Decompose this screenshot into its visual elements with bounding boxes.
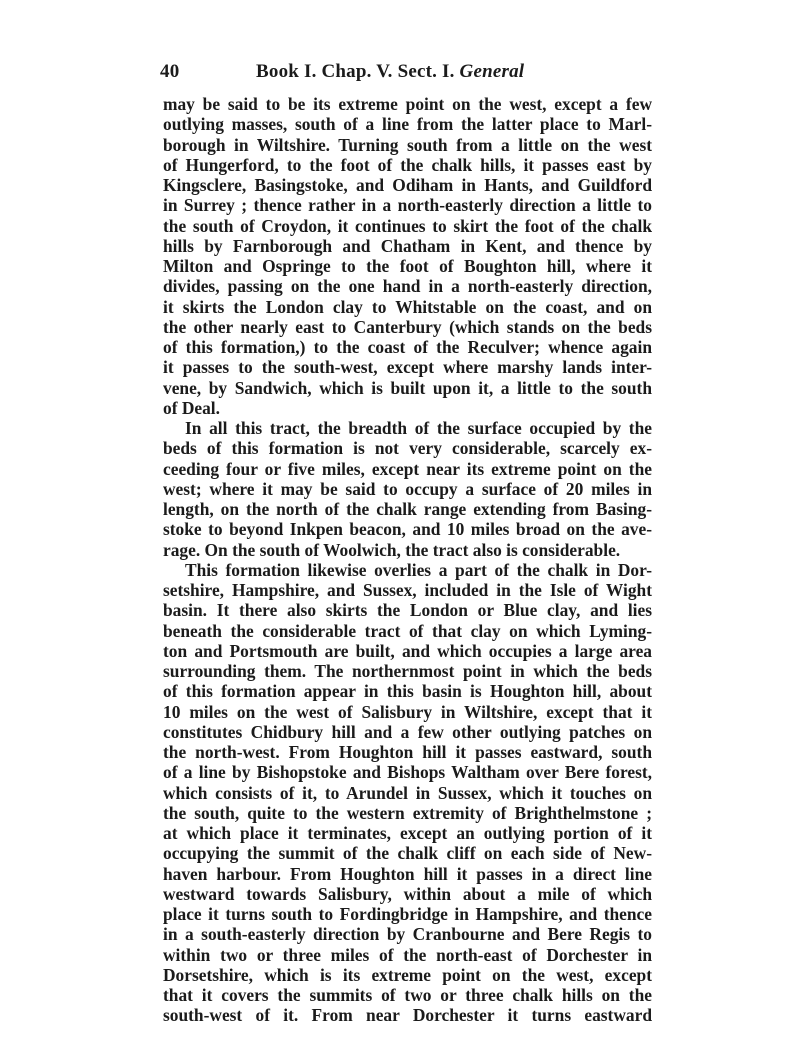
text-line: occupying the summit of the chalk cliff on each side of New- (163, 843, 652, 864)
page-number: 40 (160, 61, 180, 82)
text-line: which consists of it, to Arundel in Sussex, which it touches on (163, 782, 652, 803)
text-line: the south, quite to the western extremity of Brighthelmstone ; (163, 802, 652, 823)
text-line: west; where it may be said to occupy a surface of 20 miles in (163, 478, 652, 499)
text-line: it skirts the London clay to Whitstable on the coast, and on (163, 296, 652, 317)
text-line: constitutes Chidbury hill and a few other outlying patches on (163, 721, 652, 742)
text-line: the north-west. From Houghton hill it passes eastward, south (163, 742, 652, 762)
text-line: beds of this formation is not very considerable, scarcely ex- (163, 438, 652, 459)
text-line: In all this tract, the breadth of the surface occupied by the (185, 418, 652, 438)
text-line: borough in Wiltshire. Turning south from a little on the west (163, 134, 652, 155)
text-line: the south of Croydon, it continues to skirt the foot of the chalk (163, 215, 652, 236)
running-head (160, 58, 652, 86)
text-line: that it covers the summits of two or three chalk hills on the (163, 985, 652, 1005)
text-line: it passes to the south-west, except where marshy lands inter- (163, 357, 652, 378)
text-line: westward towards Salisbury, within about a mile of which (163, 883, 652, 904)
text-line: of Hungerford, to the foot of the chalk hills, it passes east by (163, 154, 652, 175)
text-line: outlying masses, south of a line from the latter place to Marl- (163, 114, 652, 135)
text-line: may be said to be its extreme point on the west, except a few (163, 94, 652, 114)
text-line: length, on the north of the chalk range extending from Basing- (163, 499, 652, 519)
running-title-plain: Book I. Chap. V. Sect. I. (256, 61, 455, 82)
running-title-section: General (459, 61, 525, 82)
text-line: haven harbour. From Houghton hill it passes in a direct line (163, 863, 652, 884)
text-line: stoke to beyond Inkpen beacon, and 10 miles broad on the ave- (163, 519, 652, 540)
text-line: vene, by Sandwich, which is built upon it, a little to the south (163, 377, 652, 398)
text-line: beneath the considerable tract of that clay on which Lyming- (163, 620, 652, 641)
text-line: ceeding four or five miles, except near its extreme point on the (163, 458, 652, 479)
text-line: south-west of it. From near Dorchester it turns eastward (163, 1005, 652, 1026)
text-line: 10 miles on the west of Salisbury in Wiltshire, except that it (163, 701, 652, 722)
text-line: divides, passing on the one hand in a north-easterly direction, (163, 276, 652, 297)
text-line: place it turns south to Fordingbridge in Hampshire, and thence (163, 904, 652, 924)
text-line: setshire, Hampshire, and Sussex, included in the Isle of Wight (163, 580, 652, 600)
text-line: of a line by Bishopstoke and Bishops Waltham over Bere forest, (163, 762, 652, 783)
text-line: surrounding them. The northernmost point in which the beds (163, 661, 652, 681)
text-line: Milton and Ospringe to the foot of Boughton hill, where it (163, 256, 652, 276)
running-title (256, 58, 524, 86)
text-line: basin. It there also skirts the London or Blue clay, and lies (163, 600, 652, 621)
body-text (163, 94, 652, 1026)
text-line: of this formation appear in this basin is Houghton hill, about (163, 681, 652, 702)
text-line: in Surrey ; thence rather in a north-easterly direction a little to (163, 195, 652, 216)
text-line: ton and Portsmouth are built, and which occupies a large area (163, 640, 652, 661)
text-line: within two or three miles of the north-east of Dorchester in (163, 944, 652, 965)
text-line: hills by Farnborough and Chatham in Kent, and thence by (163, 235, 652, 256)
text-line: of this formation,) to the coast of the Reculver; whence again (163, 337, 652, 357)
text-line: the other nearly east to Canterbury (which stands on the beds (163, 316, 652, 337)
text-line: of Deal. (163, 397, 220, 418)
text-line: at which place it terminates, except an outlying portion of it (163, 823, 652, 843)
text-line: Kingsclere, Basingstoke, and Odiham in Hants, and Guildford (163, 175, 652, 195)
text-line: This formation likewise overlies a part of the chalk in Dor- (185, 559, 652, 580)
text-line: Dorsetshire, which is its extreme point on the west, except (163, 964, 652, 985)
text-line: in a south-easterly direction by Cranbourne and Bere Regis to (163, 924, 652, 945)
text-line: rage. On the south of Woolwich, the tract also is considerable. (163, 539, 621, 560)
